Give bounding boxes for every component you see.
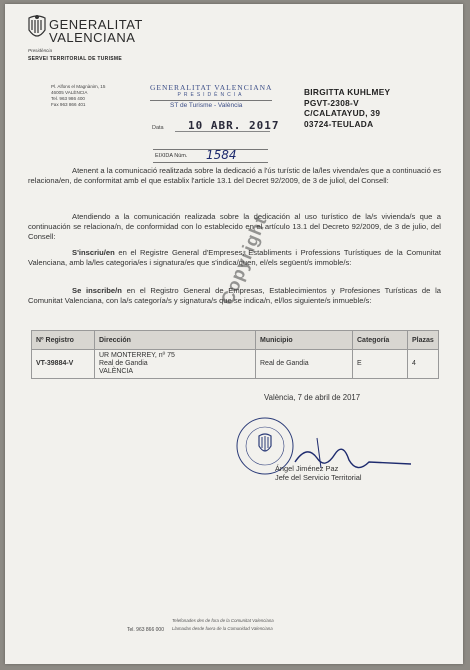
address-line: Fax 963 866 401 [51,102,86,107]
recipient-line: BIRGITTA KUHLMEY [304,87,391,97]
exit-label: EIXIDA Núm. [155,153,188,159]
footer-tel: Tel. 963 866 000 [127,627,164,633]
signer-name: Ángel Jiménez Paz [275,464,339,473]
cell-municipio: Real de Gandia [256,350,353,379]
inscribe-bold: Se inscribe/n [72,286,122,295]
table-row [32,350,439,379]
logo-line1: GENERALITAT [49,17,143,32]
date-underline [175,131,270,132]
place-date: València, 7 de abril de 2017 [264,393,361,402]
inscriu-bold: S'inscriu/en [72,248,115,257]
address-line: Pl. Alfons el Magnànim, 15 [51,84,106,89]
dept-small: Presidència [28,48,53,53]
date-value: 10 ABR. 2017 [188,119,280,132]
footer-line1: Telefonades des de fora de la Comunitat Valenciana [172,618,274,623]
stamp-title: GENERALITAT VALENCIANA [150,83,273,92]
copyright-watermark: Copyright [217,212,271,308]
inscribe-text: en el Registro General de Empresas, Establecimientos y Profesiones Turísticas de la Comunitat Valenciana, con la/s categoría/s y signatura/s que se indica/n, el/los siguiente/s inmueble/s: [28,286,441,305]
stamp-sub: PRESIDÈNCIA [177,92,245,98]
service-name: SERVEI TERRITORIAL DE TURISME [28,56,122,62]
address-line: 46005 VALÈNCIA [51,90,88,95]
address-line: Tel. 963 986 400 [51,96,85,101]
recipient-block [304,87,390,129]
registry-table [31,330,439,379]
cell-categoria: E [353,350,408,379]
stamp-dept: ST de Turisme - València [150,100,272,109]
document-page [5,4,463,664]
direccion-line: VALÈNCIA [99,368,134,375]
recipient-line: PGVT-2308-V [304,97,359,108]
inscriu-text: en el Registre General d'Empreses, Establiments i Professions Turístiques de la Comunitat Valenciana, amb la/les categoria/es i signatura/es que s'indica/quen, el/els següent/s immoble/s: [28,248,441,267]
footer-line2: Llamadas desde fuera de la Comunidad Valenciana [172,626,273,631]
col-categoria: Categoría [353,331,408,350]
paragraph-valencian-1: Atenent a la comunicació realitzada sobre la dedicació a l'ús turístic de la/les vivenda/es que a continuació es relaciona/en, de conformitat amb el que establix l'article 13.1 del Decret 92/2009, de 3 de juliol, del Consell: [28,166,441,185]
date-label: Data [152,125,164,131]
cell-registro: VT-39884-V [32,350,95,379]
sender-address [51,84,105,108]
direccion-line: Real de Gandia [99,360,148,367]
logo-line2: VALENCIANA [49,30,136,45]
col-municipio: Municipio [256,331,353,350]
col-registro: Nº Registro [32,331,95,350]
exit-number: 1584 [206,148,237,162]
direccion-line: UR MONTERREY, nº 75 [99,352,175,359]
paragraph-spanish-1: Atendiendo a la comunicación realizada sobre la dedicación al uso turístico de la/s vivienda/s que a continuación se relaciona/n, de conformidad con lo establecido en el artículo 13.1 del Decreto 92/2009, de 3 de julio, del Consell: [28,212,441,241]
coat-of-arms-icon [27,14,47,44]
table-header-row [32,331,439,350]
registry-stamp [150,83,272,109]
cell-plazas: 4 [408,350,439,379]
signer-title: Jefe del Servicio Territorial [275,473,362,482]
recipient-line: 03724-TEULADA [304,118,374,129]
col-plazas: Plazas [408,331,439,350]
col-direccion: Dirección [95,331,256,350]
recipient-line: C/CALATAYUD, 39 [304,108,381,118]
exit-number-box [153,149,268,163]
cell-direccion [95,350,256,379]
